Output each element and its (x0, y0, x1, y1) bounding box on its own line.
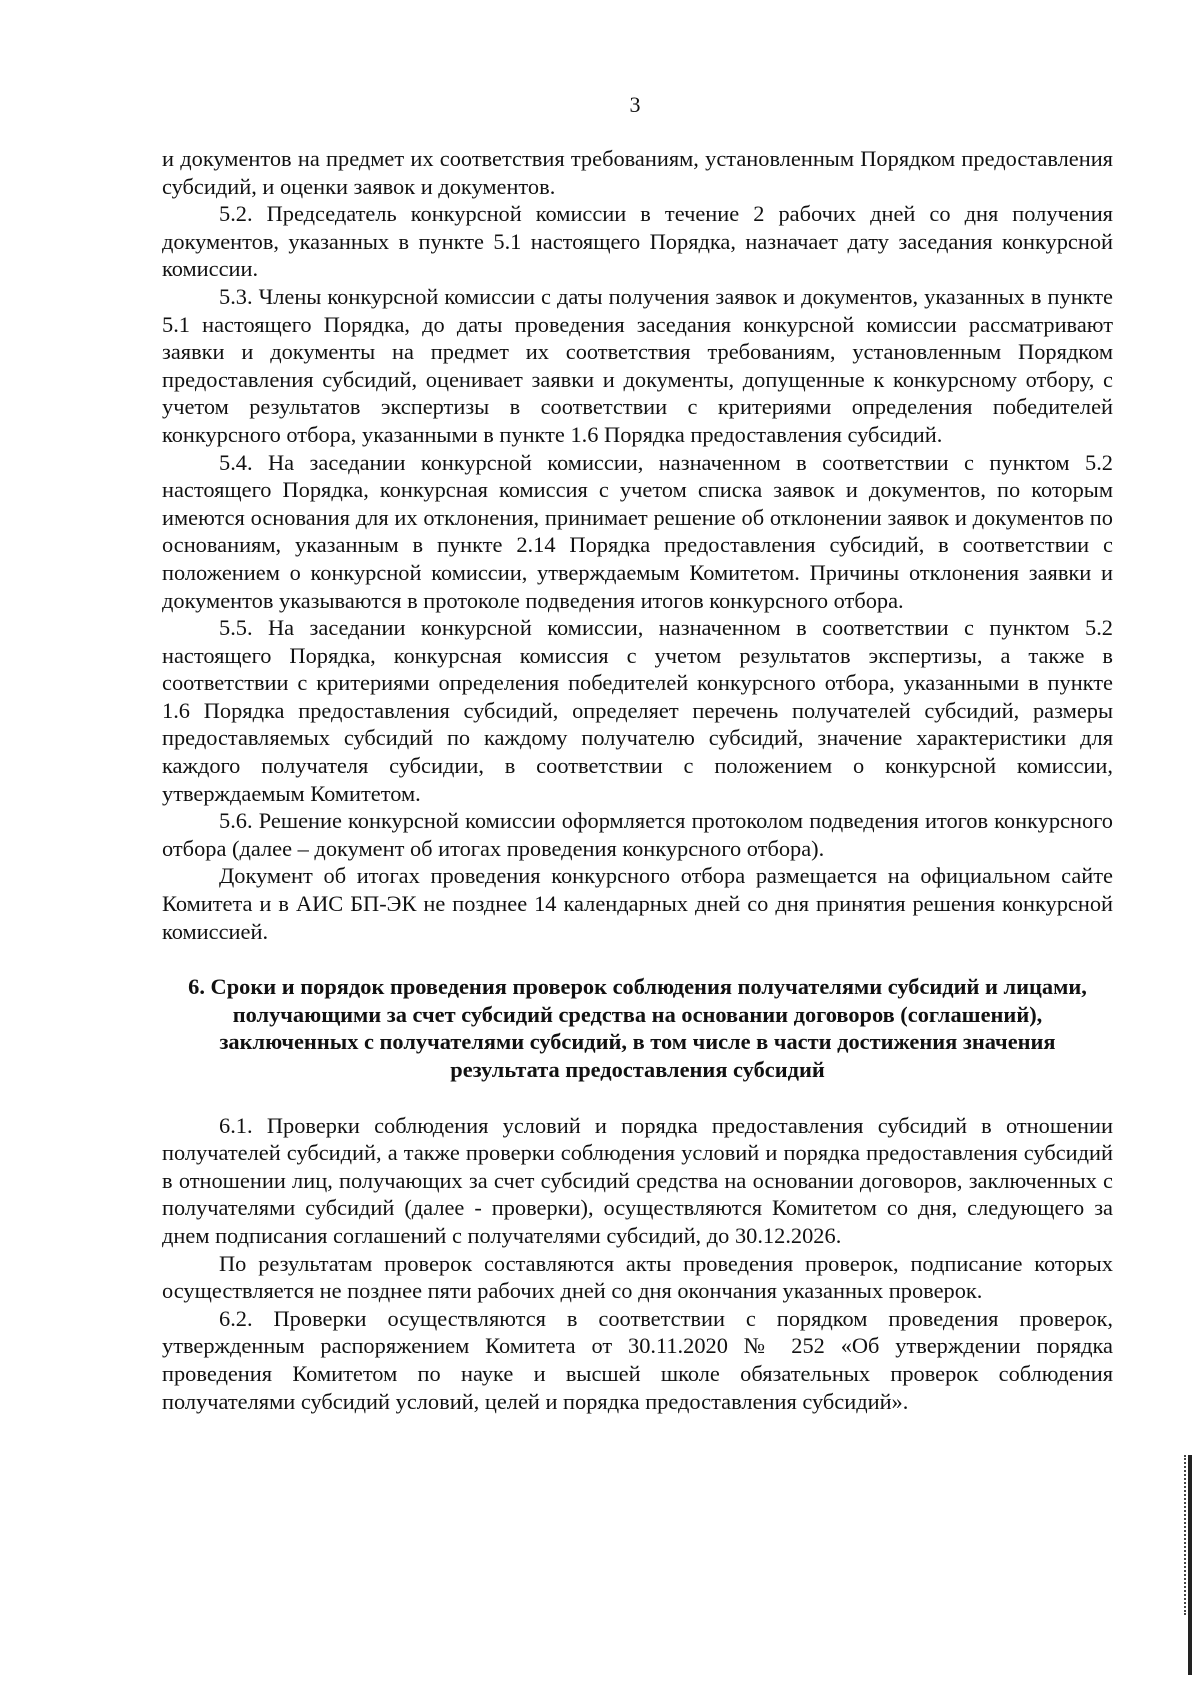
paragraph-5-5: 5.5. На заседании конкурсной комиссии, назначенном в соответствии с пунктом 5.2 настоящего Порядка, конкурсная комиссия с учетом результатов экспертизы, а также в соответствии с критериями определения победителей конкурсного отбора, указанными в пункте 1.6 Порядка предоставления субсидий, определяет перечень получателей субсидий, размеры предоставляемых субсидий по каждому получателю субсидий, значение характеристики для каждого получателя субсидии, в соответствии с положением о конкурсной комиссии, утверждаемым Комитетом. (162, 615, 1113, 806)
paragraph-continuation: и документов на предмет их соответствия требованиям, установленным Порядком предоставления субсидий, и оценки заявок и документов. (162, 146, 1113, 199)
paragraph-5-2: 5.2. Председатель конкурсной комиссии в течение 2 рабочих дней со дня получения документов, указанных в пункте 5.1 настоящего Порядка, назначает дату заседания конкурсной комиссии. (162, 201, 1113, 282)
page-number: 3 (629, 92, 641, 117)
document-body (162, 145, 1113, 1415)
paragraph-6-1-acts: По результатам проверок составляются акты проведения проверок, подписание которых осуществляется не позднее пяти рабочих дней со дня окончания указанных проверок. (162, 1250, 1113, 1304)
paragraph-5-3: 5.3. Члены конкурсной комиссии с даты получения заявок и документов, указанных в пункте 5.1 настоящего Порядка, до даты проведения заседания конкурсной комиссии рассматривают заявки и документы на предмет их соответствия требованиям, установленным Порядком предоставления субсидий, оценивает заявки и документы, допущенные к конкурсному отбору, с учетом результатов экспертизы в соответствии с критериями определения победителей конкурсного отбора, указанными в пункте 1.6 Порядка предоставления субсидий. (162, 283, 1113, 447)
paragraph-6-2: 6.2. Проверки осуществляются в соответствии с порядком проведения проверок, утвержденным распоряжением Комитета от 30.11.2020 № 252 «Об утверждении порядка проведения Комитетом по науке и высшей школе обязательных проверок соблюдения получателями субсидий условий, целей и порядка предоставления субсидий». (162, 1305, 1113, 1414)
paragraph-5-4: 5.4. На заседании конкурсной комиссии, назначенном в соответствии с пунктом 5.2 настоящего Порядка, конкурсная комиссия с учетом списка заявок и документов, по которым имеются основания для их отклонения, принимает решение об отклонении заявок и документов по основаниям, указанным в пункте 2.14 Порядка предоставления субсидий, в соответствии с положением о конкурсной комиссии, утверждаемым Комитетом. Причины отклонения заявки и документов указываются в протоколе подведения итогов конкурсного отбора. (162, 449, 1113, 613)
paragraph-6-1: 6.1. Проверки соблюдения условий и порядка предоставления субсидий в отношении получателей субсидий, а также проверки соблюдения условий и порядка предоставления субсидий в отношении лиц, получающих за счет субсидий средства на основании договоров, заключенных с получателями субсидий (далее - проверки), осуществляются Комитетом со дня, следующего за днем подписания соглашений с получателями субсидий, до 30.12.2026. (162, 1112, 1113, 1248)
section-6-heading: 6. Сроки и порядок проведения проверок соблюдения получателями субсидий и лицами, получающими за счет субсидий средства на основании договоров (соглашений), заключенных с получателями субсидий, в том числе в части достижения значения результата предоставления субсидий (188, 974, 1087, 1082)
paragraph-5-6: 5.6. Решение конкурсной комиссии оформляется протоколом подведения итогов конкурсного отбора (далее – документ об итогах проведения конкурсного отбора). (162, 808, 1113, 861)
scan-edge-mark (1188, 1455, 1192, 1675)
paragraph-5-6-publication: Документ об итогах проведения конкурсного отбора размещается на официальном сайте Комитета и в АИС БП-ЭК не позднее 14 календарных дней со дня принятия решения конкурсной комиссией. (162, 863, 1113, 944)
